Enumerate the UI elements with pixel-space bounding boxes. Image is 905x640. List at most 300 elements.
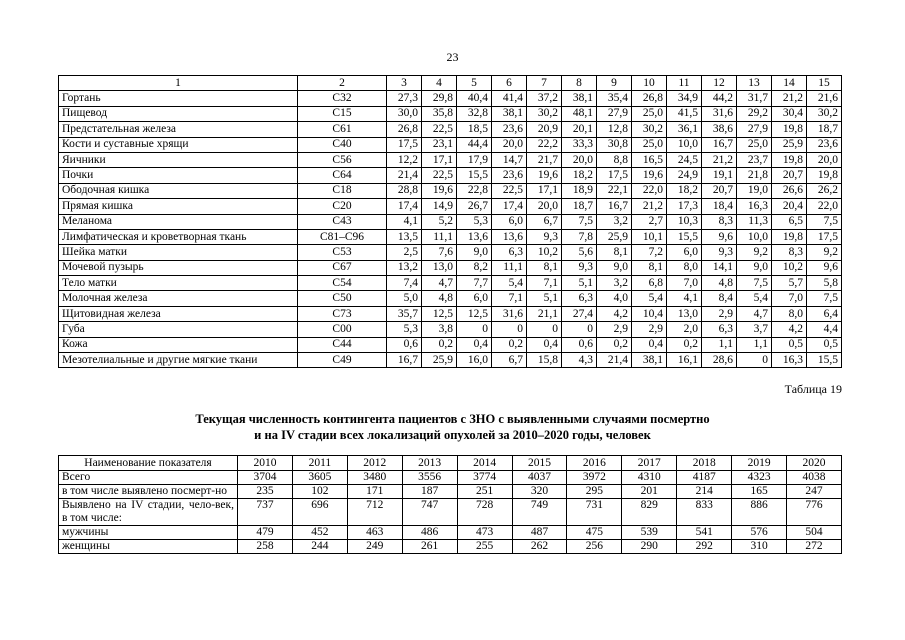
value-cell: 8,4 xyxy=(702,291,737,306)
value-cell: 30,8 xyxy=(597,137,632,152)
value-cell: 21,7 xyxy=(527,152,562,167)
value-cell: 29,2 xyxy=(737,106,772,121)
value-cell: 3,7 xyxy=(737,322,772,337)
value-cell: 4,2 xyxy=(597,306,632,321)
table-row xyxy=(59,540,842,554)
value-cell: 737 xyxy=(238,499,293,526)
value-cell: 9,0 xyxy=(737,260,772,275)
value-cell: 2,7 xyxy=(632,214,667,229)
value-cell: 9,3 xyxy=(702,245,737,260)
localization-name: Ободочная кишка xyxy=(59,183,298,198)
value-cell: 731 xyxy=(567,499,622,526)
value-cell: 35,7 xyxy=(387,306,422,321)
icd-code: C54 xyxy=(298,276,387,291)
table1-header-cell: 10 xyxy=(632,76,667,91)
value-cell: 32,8 xyxy=(457,106,492,121)
value-cell: 3774 xyxy=(457,471,512,485)
value-cell: 22,1 xyxy=(597,183,632,198)
table-row xyxy=(59,499,842,526)
value-cell: 16,7 xyxy=(702,137,737,152)
icd-code: C64 xyxy=(298,168,387,183)
value-cell: 13,6 xyxy=(492,229,527,244)
value-cell: 37,2 xyxy=(527,91,562,106)
localization-name: Мезотелиальные и другие мягкие ткани xyxy=(59,353,298,368)
value-cell: 8,8 xyxy=(597,152,632,167)
value-cell: 187 xyxy=(402,485,457,499)
table-row xyxy=(59,199,842,214)
value-cell: 7,6 xyxy=(422,245,457,260)
localization-name: Меланома xyxy=(59,214,298,229)
value-cell: 0,6 xyxy=(387,337,422,352)
cancer-localization-table xyxy=(58,75,842,368)
value-cell: 0 xyxy=(527,322,562,337)
value-cell: 6,0 xyxy=(667,245,702,260)
table1-header-cell: 8 xyxy=(562,76,597,91)
table-row xyxy=(59,214,842,229)
value-cell: 7,1 xyxy=(527,276,562,291)
value-cell: 38,1 xyxy=(562,91,597,106)
value-cell: 247 xyxy=(787,485,842,499)
value-cell: 30,2 xyxy=(632,122,667,137)
table1-header-cell: 14 xyxy=(772,76,807,91)
value-cell: 295 xyxy=(567,485,622,499)
value-cell: 16,7 xyxy=(387,353,422,368)
table-row xyxy=(59,471,842,485)
table2-header-cell: 2016 xyxy=(567,456,622,471)
table-row xyxy=(59,245,842,260)
value-cell: 18,2 xyxy=(667,183,702,198)
icd-code: C81–C96 xyxy=(298,229,387,244)
value-cell: 22,5 xyxy=(422,122,457,137)
value-cell: 4,3 xyxy=(562,353,597,368)
value-cell: 21,2 xyxy=(702,152,737,167)
value-cell: 22,0 xyxy=(807,199,842,214)
value-cell: 6,3 xyxy=(492,245,527,260)
icd-code: C40 xyxy=(298,137,387,152)
value-cell: 235 xyxy=(238,485,293,499)
value-cell: 13,0 xyxy=(667,306,702,321)
value-cell: 12,5 xyxy=(457,306,492,321)
value-cell: 249 xyxy=(347,540,402,554)
value-cell: 17,5 xyxy=(807,229,842,244)
localization-name: Кости и суставные хрящи xyxy=(59,137,298,152)
value-cell: 3,8 xyxy=(422,322,457,337)
value-cell: 41,4 xyxy=(492,91,527,106)
value-cell: 251 xyxy=(457,485,512,499)
table-row xyxy=(59,91,842,106)
value-cell: 0,2 xyxy=(492,337,527,352)
value-cell: 16,0 xyxy=(457,353,492,368)
value-cell: 6,5 xyxy=(772,214,807,229)
value-cell: 696 xyxy=(292,499,347,526)
value-cell: 25,9 xyxy=(772,137,807,152)
table2-header-cell: 2010 xyxy=(238,456,293,471)
value-cell: 35,4 xyxy=(597,91,632,106)
value-cell: 7,4 xyxy=(387,276,422,291)
value-cell: 7,5 xyxy=(562,214,597,229)
value-cell: 48,1 xyxy=(562,106,597,121)
value-cell: 886 xyxy=(732,499,787,526)
table-row xyxy=(59,276,842,291)
value-cell: 26,6 xyxy=(772,183,807,198)
table2-header-cell: 2020 xyxy=(787,456,842,471)
value-cell: 38,6 xyxy=(702,122,737,137)
value-cell: 4037 xyxy=(512,471,567,485)
localization-name: Губа xyxy=(59,322,298,337)
table-title-line-1: Текущая численность контингента пациентов с ЗНО с выявленными случаями посмертно xyxy=(195,412,710,426)
table2-header-cell: 2017 xyxy=(622,456,677,471)
value-cell: 1,1 xyxy=(702,337,737,352)
value-cell: 539 xyxy=(622,526,677,540)
table2-header-cell: 2015 xyxy=(512,456,567,471)
value-cell: 41,5 xyxy=(667,106,702,121)
value-cell: 18,4 xyxy=(702,199,737,214)
value-cell: 486 xyxy=(402,526,457,540)
table1-header-cell: 15 xyxy=(807,76,842,91)
value-cell: 0,2 xyxy=(597,337,632,352)
table1-header-cell: 4 xyxy=(422,76,457,91)
value-cell: 27,4 xyxy=(562,306,597,321)
value-cell: 4,1 xyxy=(387,214,422,229)
table1-header-row xyxy=(59,76,842,91)
value-cell: 13,6 xyxy=(457,229,492,244)
value-cell: 310 xyxy=(732,540,787,554)
value-cell: 3972 xyxy=(567,471,622,485)
value-cell: 40,4 xyxy=(457,91,492,106)
table2-header-cell: 2019 xyxy=(732,456,787,471)
value-cell: 201 xyxy=(622,485,677,499)
value-cell: 35,8 xyxy=(422,106,457,121)
table-row xyxy=(59,526,842,540)
value-cell: 776 xyxy=(787,499,842,526)
icd-code: C53 xyxy=(298,245,387,260)
value-cell: 3,2 xyxy=(597,214,632,229)
value-cell: 12,2 xyxy=(387,152,422,167)
table-row xyxy=(59,106,842,121)
value-cell: 7,5 xyxy=(737,276,772,291)
value-cell: 10,0 xyxy=(667,137,702,152)
value-cell: 30,0 xyxy=(387,106,422,121)
localization-name: Тело матки xyxy=(59,276,298,291)
value-cell: 19,8 xyxy=(772,229,807,244)
value-cell: 17,4 xyxy=(492,199,527,214)
value-cell: 712 xyxy=(347,499,402,526)
localization-name: Почки xyxy=(59,168,298,183)
value-cell: 10,0 xyxy=(737,229,772,244)
value-cell: 14,7 xyxy=(492,152,527,167)
value-cell: 8,0 xyxy=(667,260,702,275)
localization-name: Молочная железа xyxy=(59,291,298,306)
value-cell: 749 xyxy=(512,499,567,526)
value-cell: 22,8 xyxy=(457,183,492,198)
value-cell: 3556 xyxy=(402,471,457,485)
value-cell: 20,7 xyxy=(772,168,807,183)
localization-name: Лимфатическая и кроветворная ткань xyxy=(59,229,298,244)
value-cell: 10,3 xyxy=(667,214,702,229)
value-cell: 8,0 xyxy=(772,306,807,321)
value-cell: 26,8 xyxy=(632,91,667,106)
table-row xyxy=(59,229,842,244)
localization-name: Пищевод xyxy=(59,106,298,121)
value-cell: 31,6 xyxy=(702,106,737,121)
value-cell: 576 xyxy=(732,526,787,540)
value-cell: 31,7 xyxy=(737,91,772,106)
value-cell: 0,6 xyxy=(562,337,597,352)
value-cell: 16,7 xyxy=(597,199,632,214)
table-title-line-2: и на IV стадии всех локализаций опухолей за 2010–2020 годы, человек xyxy=(254,428,651,442)
value-cell: 452 xyxy=(292,526,347,540)
table1-header-cell: 3 xyxy=(387,76,422,91)
value-cell: 22,5 xyxy=(492,183,527,198)
value-cell: 36,1 xyxy=(667,122,702,137)
table2-header-cell: Наименование показателя xyxy=(59,456,238,471)
value-cell: 320 xyxy=(512,485,567,499)
value-cell: 292 xyxy=(677,540,732,554)
table1-header-cell: 5 xyxy=(457,76,492,91)
value-cell: 19,8 xyxy=(772,152,807,167)
value-cell: 258 xyxy=(238,540,293,554)
value-cell: 4310 xyxy=(622,471,677,485)
value-cell: 165 xyxy=(732,485,787,499)
value-cell: 38,1 xyxy=(492,106,527,121)
value-cell: 0,4 xyxy=(457,337,492,352)
value-cell: 0 xyxy=(492,322,527,337)
table-row xyxy=(59,485,842,499)
value-cell: 4,0 xyxy=(597,291,632,306)
value-cell: 20,7 xyxy=(702,183,737,198)
icd-code: C56 xyxy=(298,152,387,167)
page-number: 23 xyxy=(446,50,459,64)
value-cell: 13,5 xyxy=(387,229,422,244)
value-cell: 25,9 xyxy=(597,229,632,244)
value-cell: 2,9 xyxy=(632,322,667,337)
value-cell: 7,5 xyxy=(807,214,842,229)
value-cell: 8,3 xyxy=(772,245,807,260)
icd-code: C43 xyxy=(298,214,387,229)
value-cell: 8,1 xyxy=(597,245,632,260)
value-cell: 4187 xyxy=(677,471,732,485)
value-cell: 3605 xyxy=(292,471,347,485)
value-cell: 4,1 xyxy=(667,291,702,306)
value-cell: 214 xyxy=(677,485,732,499)
value-cell: 6,7 xyxy=(527,214,562,229)
value-cell: 9,6 xyxy=(807,260,842,275)
value-cell: 4,4 xyxy=(807,322,842,337)
value-cell: 25,9 xyxy=(422,353,457,368)
table-row xyxy=(59,122,842,137)
value-cell: 26,8 xyxy=(387,122,422,137)
table-row xyxy=(59,291,842,306)
value-cell: 34,9 xyxy=(667,91,702,106)
value-cell: 475 xyxy=(567,526,622,540)
value-cell: 262 xyxy=(512,540,567,554)
value-cell: 30,2 xyxy=(527,106,562,121)
value-cell: 18,9 xyxy=(562,183,597,198)
value-cell: 29,8 xyxy=(422,91,457,106)
value-cell: 18,7 xyxy=(807,122,842,137)
patient-contingent-table xyxy=(58,455,842,554)
value-cell: 9,0 xyxy=(597,260,632,275)
value-cell: 19,8 xyxy=(807,168,842,183)
value-cell: 23,6 xyxy=(492,168,527,183)
value-cell: 17,5 xyxy=(597,168,632,183)
value-cell: 747 xyxy=(402,499,457,526)
value-cell: 0,5 xyxy=(807,337,842,352)
value-cell: 10,2 xyxy=(772,260,807,275)
value-cell: 13,2 xyxy=(387,260,422,275)
value-cell: 473 xyxy=(457,526,512,540)
value-cell: 2,9 xyxy=(702,306,737,321)
value-cell: 15,8 xyxy=(527,353,562,368)
icd-code: C32 xyxy=(298,91,387,106)
value-cell: 5,1 xyxy=(527,291,562,306)
value-cell: 27,9 xyxy=(597,106,632,121)
value-cell: 0,2 xyxy=(422,337,457,352)
icd-code: C49 xyxy=(298,353,387,368)
value-cell: 487 xyxy=(512,526,567,540)
table1-header-cell: 12 xyxy=(702,76,737,91)
value-cell: 21,6 xyxy=(807,91,842,106)
value-cell: 25,0 xyxy=(632,137,667,152)
table-row xyxy=(59,137,842,152)
value-cell: 8,3 xyxy=(702,214,737,229)
value-cell: 2,9 xyxy=(597,322,632,337)
value-cell: 20,4 xyxy=(772,199,807,214)
value-cell: 7,7 xyxy=(457,276,492,291)
value-cell: 3,2 xyxy=(597,276,632,291)
table-row xyxy=(59,322,842,337)
table2-header-cell: 2014 xyxy=(457,456,512,471)
table1-header-cell: 11 xyxy=(667,76,702,91)
icd-code: C18 xyxy=(298,183,387,198)
icd-code: C00 xyxy=(298,322,387,337)
icd-code: C73 xyxy=(298,306,387,321)
icd-code: C20 xyxy=(298,199,387,214)
value-cell: 0 xyxy=(562,322,597,337)
value-cell: 5,4 xyxy=(492,276,527,291)
value-cell: 8,2 xyxy=(457,260,492,275)
value-cell: 25,0 xyxy=(632,106,667,121)
value-cell: 15,5 xyxy=(807,353,842,368)
value-cell: 28,6 xyxy=(702,353,737,368)
value-cell: 7,0 xyxy=(772,291,807,306)
icd-code: C15 xyxy=(298,106,387,121)
value-cell: 11,1 xyxy=(422,229,457,244)
value-cell: 30,4 xyxy=(772,106,807,121)
value-cell: 20,0 xyxy=(527,199,562,214)
value-cell: 171 xyxy=(347,485,402,499)
value-cell: 256 xyxy=(567,540,622,554)
table-row xyxy=(59,260,842,275)
table2-header-cell: 2011 xyxy=(292,456,347,471)
value-cell: 22,0 xyxy=(632,183,667,198)
value-cell: 10,2 xyxy=(527,245,562,260)
value-cell: 5,6 xyxy=(562,245,597,260)
localization-name: Предстательная железа xyxy=(59,122,298,137)
value-cell: 31,6 xyxy=(492,306,527,321)
table-row xyxy=(59,183,842,198)
table-row xyxy=(59,168,842,183)
value-cell: 18,7 xyxy=(562,199,597,214)
localization-name: Шейка матки xyxy=(59,245,298,260)
value-cell: 38,1 xyxy=(632,353,667,368)
value-cell: 7,8 xyxy=(562,229,597,244)
value-cell: 20,0 xyxy=(492,137,527,152)
value-cell: 1,1 xyxy=(737,337,772,352)
value-cell: 10,1 xyxy=(632,229,667,244)
value-cell: 5,0 xyxy=(387,291,422,306)
icd-code: C44 xyxy=(298,337,387,352)
value-cell: 21,4 xyxy=(387,168,422,183)
table-label: Таблица 19 xyxy=(784,382,842,396)
value-cell: 19,6 xyxy=(632,168,667,183)
value-cell: 16,3 xyxy=(772,353,807,368)
value-cell: 4038 xyxy=(787,471,842,485)
value-cell: 21,8 xyxy=(737,168,772,183)
value-cell: 0,4 xyxy=(632,337,667,352)
value-cell: 19,8 xyxy=(772,122,807,137)
value-cell: 7,2 xyxy=(632,245,667,260)
value-cell: 5,8 xyxy=(807,276,842,291)
localization-name: Яичники xyxy=(59,152,298,167)
value-cell: 4,2 xyxy=(772,322,807,337)
value-cell: 19,1 xyxy=(702,168,737,183)
value-cell: 829 xyxy=(622,499,677,526)
value-cell: 7,5 xyxy=(807,291,842,306)
value-cell: 23,1 xyxy=(422,137,457,152)
value-cell: 19,6 xyxy=(422,183,457,198)
value-cell: 19,6 xyxy=(527,168,562,183)
value-cell: 12,5 xyxy=(422,306,457,321)
table2-header-row xyxy=(59,456,842,471)
value-cell: 17,9 xyxy=(457,152,492,167)
value-cell: 5,4 xyxy=(632,291,667,306)
value-cell: 7,0 xyxy=(667,276,702,291)
value-cell: 5,7 xyxy=(772,276,807,291)
value-cell: 9,3 xyxy=(562,260,597,275)
value-cell: 5,3 xyxy=(387,322,422,337)
value-cell: 290 xyxy=(622,540,677,554)
value-cell: 11,1 xyxy=(492,260,527,275)
value-cell: 33,3 xyxy=(562,137,597,152)
value-cell: 3480 xyxy=(347,471,402,485)
value-cell: 26,2 xyxy=(807,183,842,198)
localization-name: Щитовидная железа xyxy=(59,306,298,321)
value-cell: 272 xyxy=(787,540,842,554)
value-cell: 22,2 xyxy=(527,137,562,152)
value-cell: 479 xyxy=(238,526,293,540)
value-cell: 19,0 xyxy=(737,183,772,198)
table2-header-cell: 2012 xyxy=(347,456,402,471)
value-cell: 9,2 xyxy=(737,245,772,260)
value-cell: 7,1 xyxy=(492,291,527,306)
value-cell: 20,0 xyxy=(807,152,842,167)
icd-code: C67 xyxy=(298,260,387,275)
value-cell: 9,0 xyxy=(457,245,492,260)
table1-header-cell: 9 xyxy=(597,76,632,91)
value-cell: 16,5 xyxy=(632,152,667,167)
value-cell: 9,3 xyxy=(527,229,562,244)
table1-header-cell: 13 xyxy=(737,76,772,91)
value-cell: 21,2 xyxy=(632,199,667,214)
value-cell: 11,3 xyxy=(737,214,772,229)
localization-name: Кожа xyxy=(59,337,298,352)
value-cell: 24,5 xyxy=(667,152,702,167)
indicator-name: мужчины xyxy=(59,526,238,540)
value-cell: 20,1 xyxy=(562,122,597,137)
value-cell: 0 xyxy=(457,322,492,337)
value-cell: 0 xyxy=(737,353,772,368)
